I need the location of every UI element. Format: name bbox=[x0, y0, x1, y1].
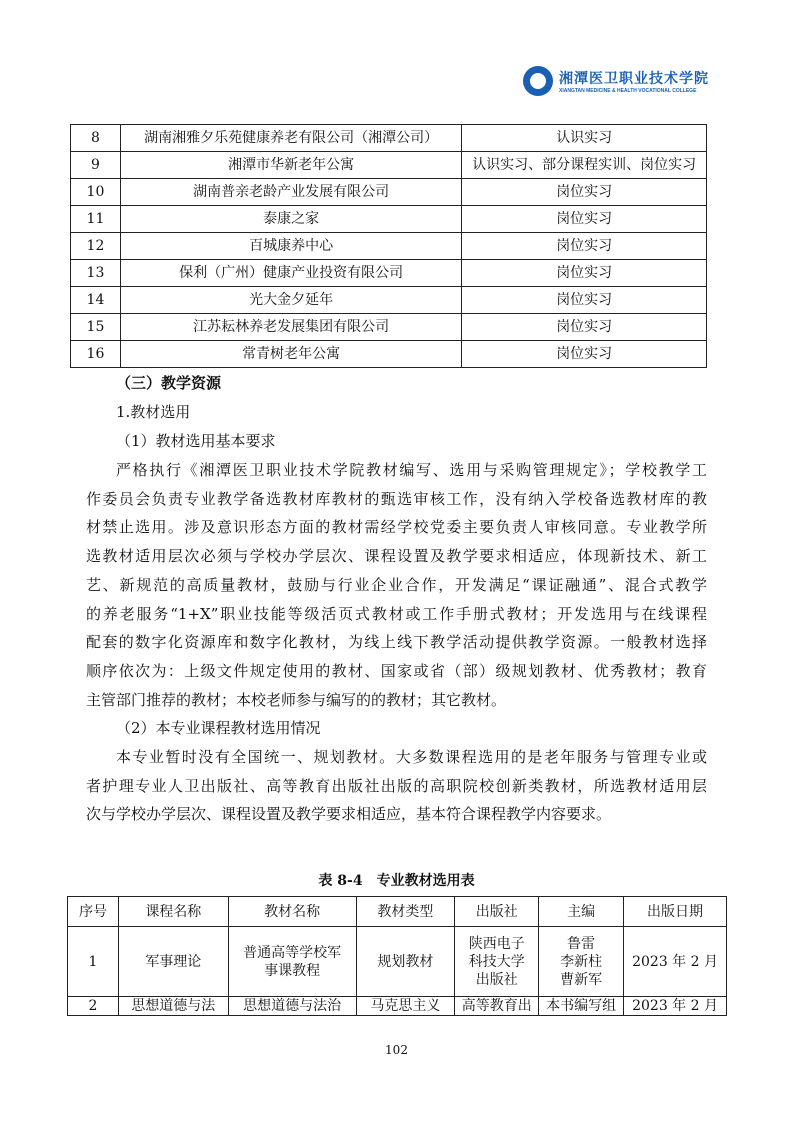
column-header: 主编 bbox=[539, 897, 624, 927]
table-cell: 14 bbox=[71, 287, 121, 314]
column-header: 教材类型 bbox=[356, 897, 455, 927]
table-cell: 15 bbox=[71, 314, 121, 341]
table-caption: 表 8-4 专业教材选用表 bbox=[318, 873, 475, 889]
table-cell: 岗位实习 bbox=[462, 260, 707, 287]
table-row bbox=[71, 152, 707, 179]
table-cell: 2 bbox=[68, 997, 119, 1016]
table-cell: 保利（广州）健康产业投资有限公司 bbox=[120, 260, 461, 287]
text-line: 主管部门推荐的教材；本校老师参与编写的的教材；其它教材。 bbox=[86, 690, 507, 709]
text-line: 次与学校办学层次、课程设置及教学要求相适应，基本符合课程教学内容要求。 bbox=[86, 805, 612, 824]
table-row bbox=[71, 206, 707, 233]
textbook-selection-table bbox=[67, 896, 727, 1016]
table-cell: 思想道德与法 bbox=[118, 997, 228, 1016]
table-row bbox=[71, 179, 707, 206]
text-line: 配套的数字化资源库和数字化教材，为线上线下教学活动提供教学资源。一般教材选择 bbox=[86, 633, 707, 652]
table-cell: 马克思主义 bbox=[356, 997, 455, 1016]
text-line: 本专业暂时没有全国统一、规划教材。大多数课程选用的是老年服务与管理专业或 bbox=[116, 748, 707, 766]
table-row bbox=[71, 233, 707, 260]
table-cell: 岗位实习 bbox=[462, 179, 707, 206]
subsection-title: （1）教材选用基本要求 bbox=[116, 432, 276, 450]
table-row bbox=[71, 314, 707, 341]
table-cell: 军事理论 bbox=[118, 927, 228, 997]
table-cell: 12 bbox=[71, 233, 121, 260]
table-cell: 陕西电子科技大学出版社 bbox=[455, 927, 539, 997]
table-cell: 常青树老年公寓 bbox=[120, 341, 461, 368]
subsection-title: 1.教材选用 bbox=[116, 403, 191, 421]
text-line: 的养老服务“1+X”职业技能等级活页式教材或工作手册式教材；开发选用与在线课程 bbox=[86, 604, 707, 623]
logo-chinese-name: 湘潭医卫职业技术学院 bbox=[559, 71, 709, 87]
table-cell: 岗位实习 bbox=[462, 287, 707, 314]
table-cell: 16 bbox=[71, 341, 121, 368]
table-cell: 规划教材 bbox=[356, 927, 455, 997]
text-line: 选教材适用层次必须与学校办学层次、课程设置及教学要求相适应，体现新技术、新工 bbox=[86, 547, 707, 566]
table-cell: 泰康之家 bbox=[120, 206, 461, 233]
table-cell: 岗位实习 bbox=[462, 233, 707, 260]
column-header: 课程名称 bbox=[118, 897, 228, 927]
table-cell: 江苏耘林养老发展集团有限公司 bbox=[120, 314, 461, 341]
table-row bbox=[71, 260, 707, 287]
page-number: 102 bbox=[385, 1043, 408, 1057]
table-cell: 认识实习、部分课程实训、岗位实习 bbox=[462, 152, 707, 179]
subsection-title: （2）本专业课程教材选用情况 bbox=[116, 719, 321, 737]
text-line: 作委员会负责专业教学备选教材库教材的甄选审核工作，没有纳入学校备选教材库的教 bbox=[86, 489, 707, 508]
table-row bbox=[71, 125, 707, 152]
table-cell: 思想道德与法治 bbox=[228, 997, 356, 1016]
table-row bbox=[68, 927, 727, 997]
table-cell: 高等教育出 bbox=[455, 997, 539, 1016]
table-cell: 鲁雷 李新柱 曹新军 bbox=[539, 927, 624, 997]
table-cell: 湖南湘雅夕乐苑健康养老有限公司（湘潭公司） bbox=[120, 125, 461, 152]
college-logo bbox=[523, 66, 709, 96]
text-line: 艺、新规范的高质量教材，鼓励与行业企业合作，开发满足“课证融通”、混合式教学 bbox=[86, 575, 707, 594]
table-cell: 光大金夕延年 bbox=[120, 287, 461, 314]
table-cell: 岗位实习 bbox=[462, 341, 707, 368]
column-header: 出版社 bbox=[455, 897, 539, 927]
table-cell: 岗位实习 bbox=[462, 206, 707, 233]
table-row bbox=[68, 997, 727, 1016]
column-header: 序号 bbox=[68, 897, 119, 927]
table-cell: 10 bbox=[71, 179, 121, 206]
table-cell: 13 bbox=[71, 260, 121, 287]
table-cell: 本书编写组 bbox=[539, 997, 624, 1016]
table-cell: 2023 年 2 月 bbox=[624, 927, 727, 997]
table-cell: 8 bbox=[71, 125, 121, 152]
practice-base-table bbox=[70, 124, 707, 368]
column-header: 出版日期 bbox=[624, 897, 727, 927]
table-cell: 1 bbox=[68, 927, 119, 997]
table-cell: 2023 年 2 月 bbox=[624, 997, 727, 1016]
text-line: 严格执行《湘潭医卫职业技术学院教材编写、选用与采购管理规定》；学校教学工 bbox=[116, 461, 707, 479]
table-row bbox=[71, 287, 707, 314]
table-cell: 百城康养中心 bbox=[120, 233, 461, 260]
section-title: （三）教学资源 bbox=[116, 374, 222, 392]
table-cell: 湘潭市华新老年公寓 bbox=[120, 152, 461, 179]
table-cell: 普通高等学校军事课教程 bbox=[228, 927, 356, 997]
table-row bbox=[71, 341, 707, 368]
college-seal-icon bbox=[523, 66, 553, 96]
table-cell: 认识实习 bbox=[462, 125, 707, 152]
table-cell: 11 bbox=[71, 206, 121, 233]
table-cell: 9 bbox=[71, 152, 121, 179]
logo-english-name: XIANGTAN MEDICINE & HEALTH VOCATIONAL COLLEGE bbox=[559, 88, 697, 94]
table-cell: 湖南普亲老龄产业发展有限公司 bbox=[120, 179, 461, 206]
text-line: 材禁止选用。涉及意识形态方面的教材需经学校党委主要负责人审核同意。专业教学所 bbox=[86, 518, 707, 537]
column-header: 教材名称 bbox=[228, 897, 356, 927]
text-line: 顺序依次为：上级文件规定使用的教材、国家或省（部）级规划教材、优秀教材；教育 bbox=[86, 661, 707, 680]
text-line: 者护理专业人卫出版社、高等教育出版社出版的高职院校创新类教材，所选教材适用层 bbox=[86, 776, 707, 795]
table-cell: 岗位实习 bbox=[462, 314, 707, 341]
